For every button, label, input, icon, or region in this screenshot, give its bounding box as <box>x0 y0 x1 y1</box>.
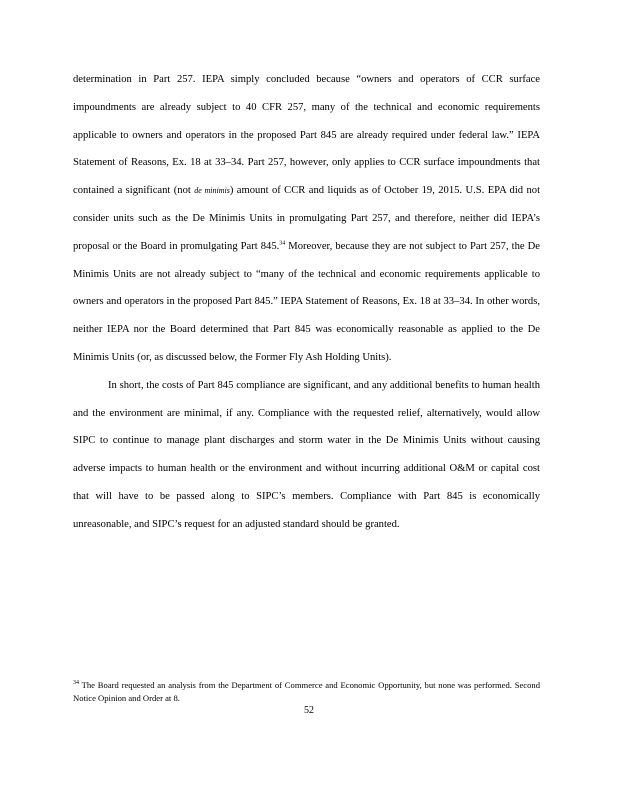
paragraph-2: In short, the costs of Part 845 compliance are significant, and any additional benefits to human health and the environment are minimal, if any. Compliance with the requested relief, alternatively, would allow SIPC to continue to manage plant discharges and storm water in the De Minimis Units without causing adverse impacts to human health or the environment and without incurring additional O&M or capital cost that will have to be passed along to SIPC’s members. Compliance with Part 845 is economically unreasonable, and SIPC’s request for an adjusted standard should be granted. <box>73 379 540 530</box>
paragraph-1-part-c: Moreover, because they are not subject to Part 257, the De Minimis Units are not already subject to “many of the technical and economic requirements applicable to owners and operators in the proposed Part 845.” IEPA Statement of Reasons, Ex. 18 at 33–34. In other words, neither IEPA nor the Board determined that Part 845 was economically reasonable as applied to the De Minimis Units (or, as discussed below, the Former Fly Ash Holding Units). <box>73 240 540 363</box>
footnote-reference: 34 <box>279 240 286 247</box>
paragraph-1-part-a: determination in Part 257. IEPA simply concluded because “owners and operators of CCR surface impoundments are already subject to 40 CFR 257, many of the technical and economic requirements applicable to owners and operators in the proposed Part 845 are already required under federal law.” IEPA Statement of Reasons, Ex. 18 at 33–34. Part 257, however, only applies to CCR surface impoundments that contained a significant (not <box>73 74 540 197</box>
body-text <box>73 66 540 539</box>
footnote <box>73 679 540 704</box>
footnote-number: 34 <box>73 680 79 687</box>
footnote-text: The Board requested an analysis from the Department of Commerce and Economic Opportunity, but none was performed. Second Notice Opinion and Order at 8. <box>73 680 540 703</box>
paragraph-1 <box>73 66 540 372</box>
page-number: 52 <box>304 705 314 716</box>
de-minimis-term: de minimis <box>194 186 230 196</box>
paragraph-1-part-b: ) amount of CCR and liquids as of October 19, 2015. U.S. EPA did not consider units such as the De Minimis Units in promulgating Part 257, and therefore, neither did IEPA’s proposal or the Board in promulgating Part 845. <box>73 185 541 252</box>
